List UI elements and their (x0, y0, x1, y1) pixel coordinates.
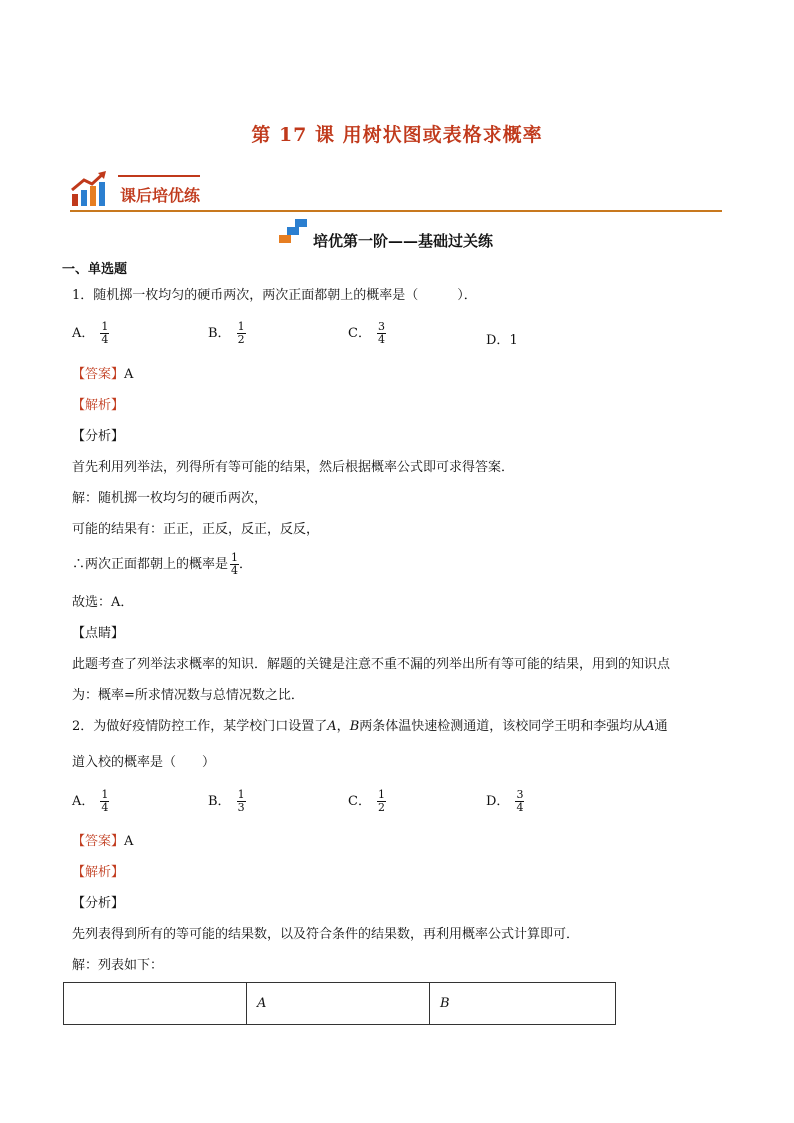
table-cell (64, 983, 247, 1025)
bar-chart-trend-icon (70, 170, 110, 208)
answer-tag: 【答案】 (72, 367, 125, 382)
fraction: $\frac{1}{2}$ (377, 788, 385, 814)
fraction: $\frac{1}{3}$ (237, 788, 245, 814)
option-value: 1 (509, 333, 518, 348)
question-2-stem-line-2: 道入校的概率是（ ） (72, 755, 216, 770)
fraction: $\frac{1}{4}$ (231, 551, 239, 577)
section-divider (70, 210, 722, 212)
probability-table (63, 982, 616, 1025)
q2-option-d (486, 789, 524, 814)
q1-choice: 故选：A． (72, 595, 134, 610)
q1-solution-line-3 (72, 552, 252, 577)
q1-solution-line-1: 解：随机掷一枚均匀的硬币两次， (72, 491, 268, 506)
q1-option-c (348, 321, 386, 346)
q2-fenxi-tag: 【分析】 (72, 896, 125, 911)
option-label: B． (208, 326, 231, 341)
table-row (64, 983, 616, 1025)
question-1-stem: 1．随机掷一枚均匀的硬币两次，两次正面都朝上的概率是（ ）． (72, 288, 477, 303)
option-label: B． (208, 794, 231, 809)
q2-option-b (208, 789, 246, 814)
q1-dianjing-line-1: 此题考查了列举法求概率的知识．解题的关键是注意不重不漏的列举出所有等可能的结果，用到的知识点 (72, 657, 671, 672)
section-accent-line (118, 175, 200, 177)
q1-dianjing-tag: 【点睛】 (72, 626, 125, 641)
q1-option-d (486, 329, 518, 348)
solution-text: ． (239, 557, 253, 572)
option-label: C． (348, 794, 371, 809)
q1-analysis-tag: 【解析】 (72, 398, 125, 413)
q1-answer (72, 367, 133, 383)
q1-option-a (72, 321, 109, 346)
fraction: $\frac{1}{2}$ (237, 320, 245, 346)
q2-fenxi-text: 先列表得到所有的等可能的结果数，以及符合条件的结果数，再利用概率公式计算即可． (72, 927, 580, 942)
answer-tag: 【答案】 (72, 834, 125, 849)
fraction: $\frac{1}{4}$ (101, 320, 109, 346)
option-label: A． (72, 794, 95, 809)
stairs-icon (277, 217, 309, 245)
q2-answer (72, 834, 133, 850)
q1-dianjing-line-2: 为：概率=所求情况数与总情况数之比． (72, 688, 304, 703)
table-cell: A (247, 983, 430, 1025)
option-label: A． (72, 326, 95, 341)
q2-analysis-tag: 【解析】 (72, 865, 125, 880)
table-cell: B (430, 983, 616, 1025)
question-2-stem-line-1: 2．为做好疫情防控工作，某学校门口设置了A，B两条体温快速检测通道，该校同学王明和李强均从A通 (72, 719, 668, 734)
q1-option-b (208, 321, 246, 346)
question-type-heading: 一、单选题 (62, 262, 128, 277)
subsection-title: 培优第一阶——基础过关练 (313, 232, 494, 250)
solution-text: ∴两次正面都朝上的概率是 (72, 557, 229, 572)
option-label: D． (486, 333, 510, 348)
section-title: 课后培优练 (120, 186, 201, 205)
q2-option-c (348, 789, 386, 814)
fraction: $\frac{1}{4}$ (101, 788, 109, 814)
option-label: C． (348, 326, 371, 341)
answer-value: A (124, 367, 134, 382)
page-title: 第 17 课 用树状图或表格求概率 (251, 124, 543, 146)
q1-solution-line-2: 可能的结果有：正正，正反，反正，反反， (72, 522, 320, 537)
q2-option-a (72, 789, 109, 814)
fraction: $\frac{3}{4}$ (377, 320, 385, 346)
answer-value: A (124, 834, 134, 849)
q1-fenxi-tag: 【分析】 (72, 429, 125, 444)
fraction: $\frac{3}{4}$ (516, 788, 524, 814)
q1-fenxi-text: 首先利用列举法，列得所有等可能的结果，然后根据概率公式即可求得答案． (72, 460, 515, 475)
option-label: D． (486, 794, 510, 809)
q2-solution-line-1: 解：列表如下： (72, 958, 164, 973)
